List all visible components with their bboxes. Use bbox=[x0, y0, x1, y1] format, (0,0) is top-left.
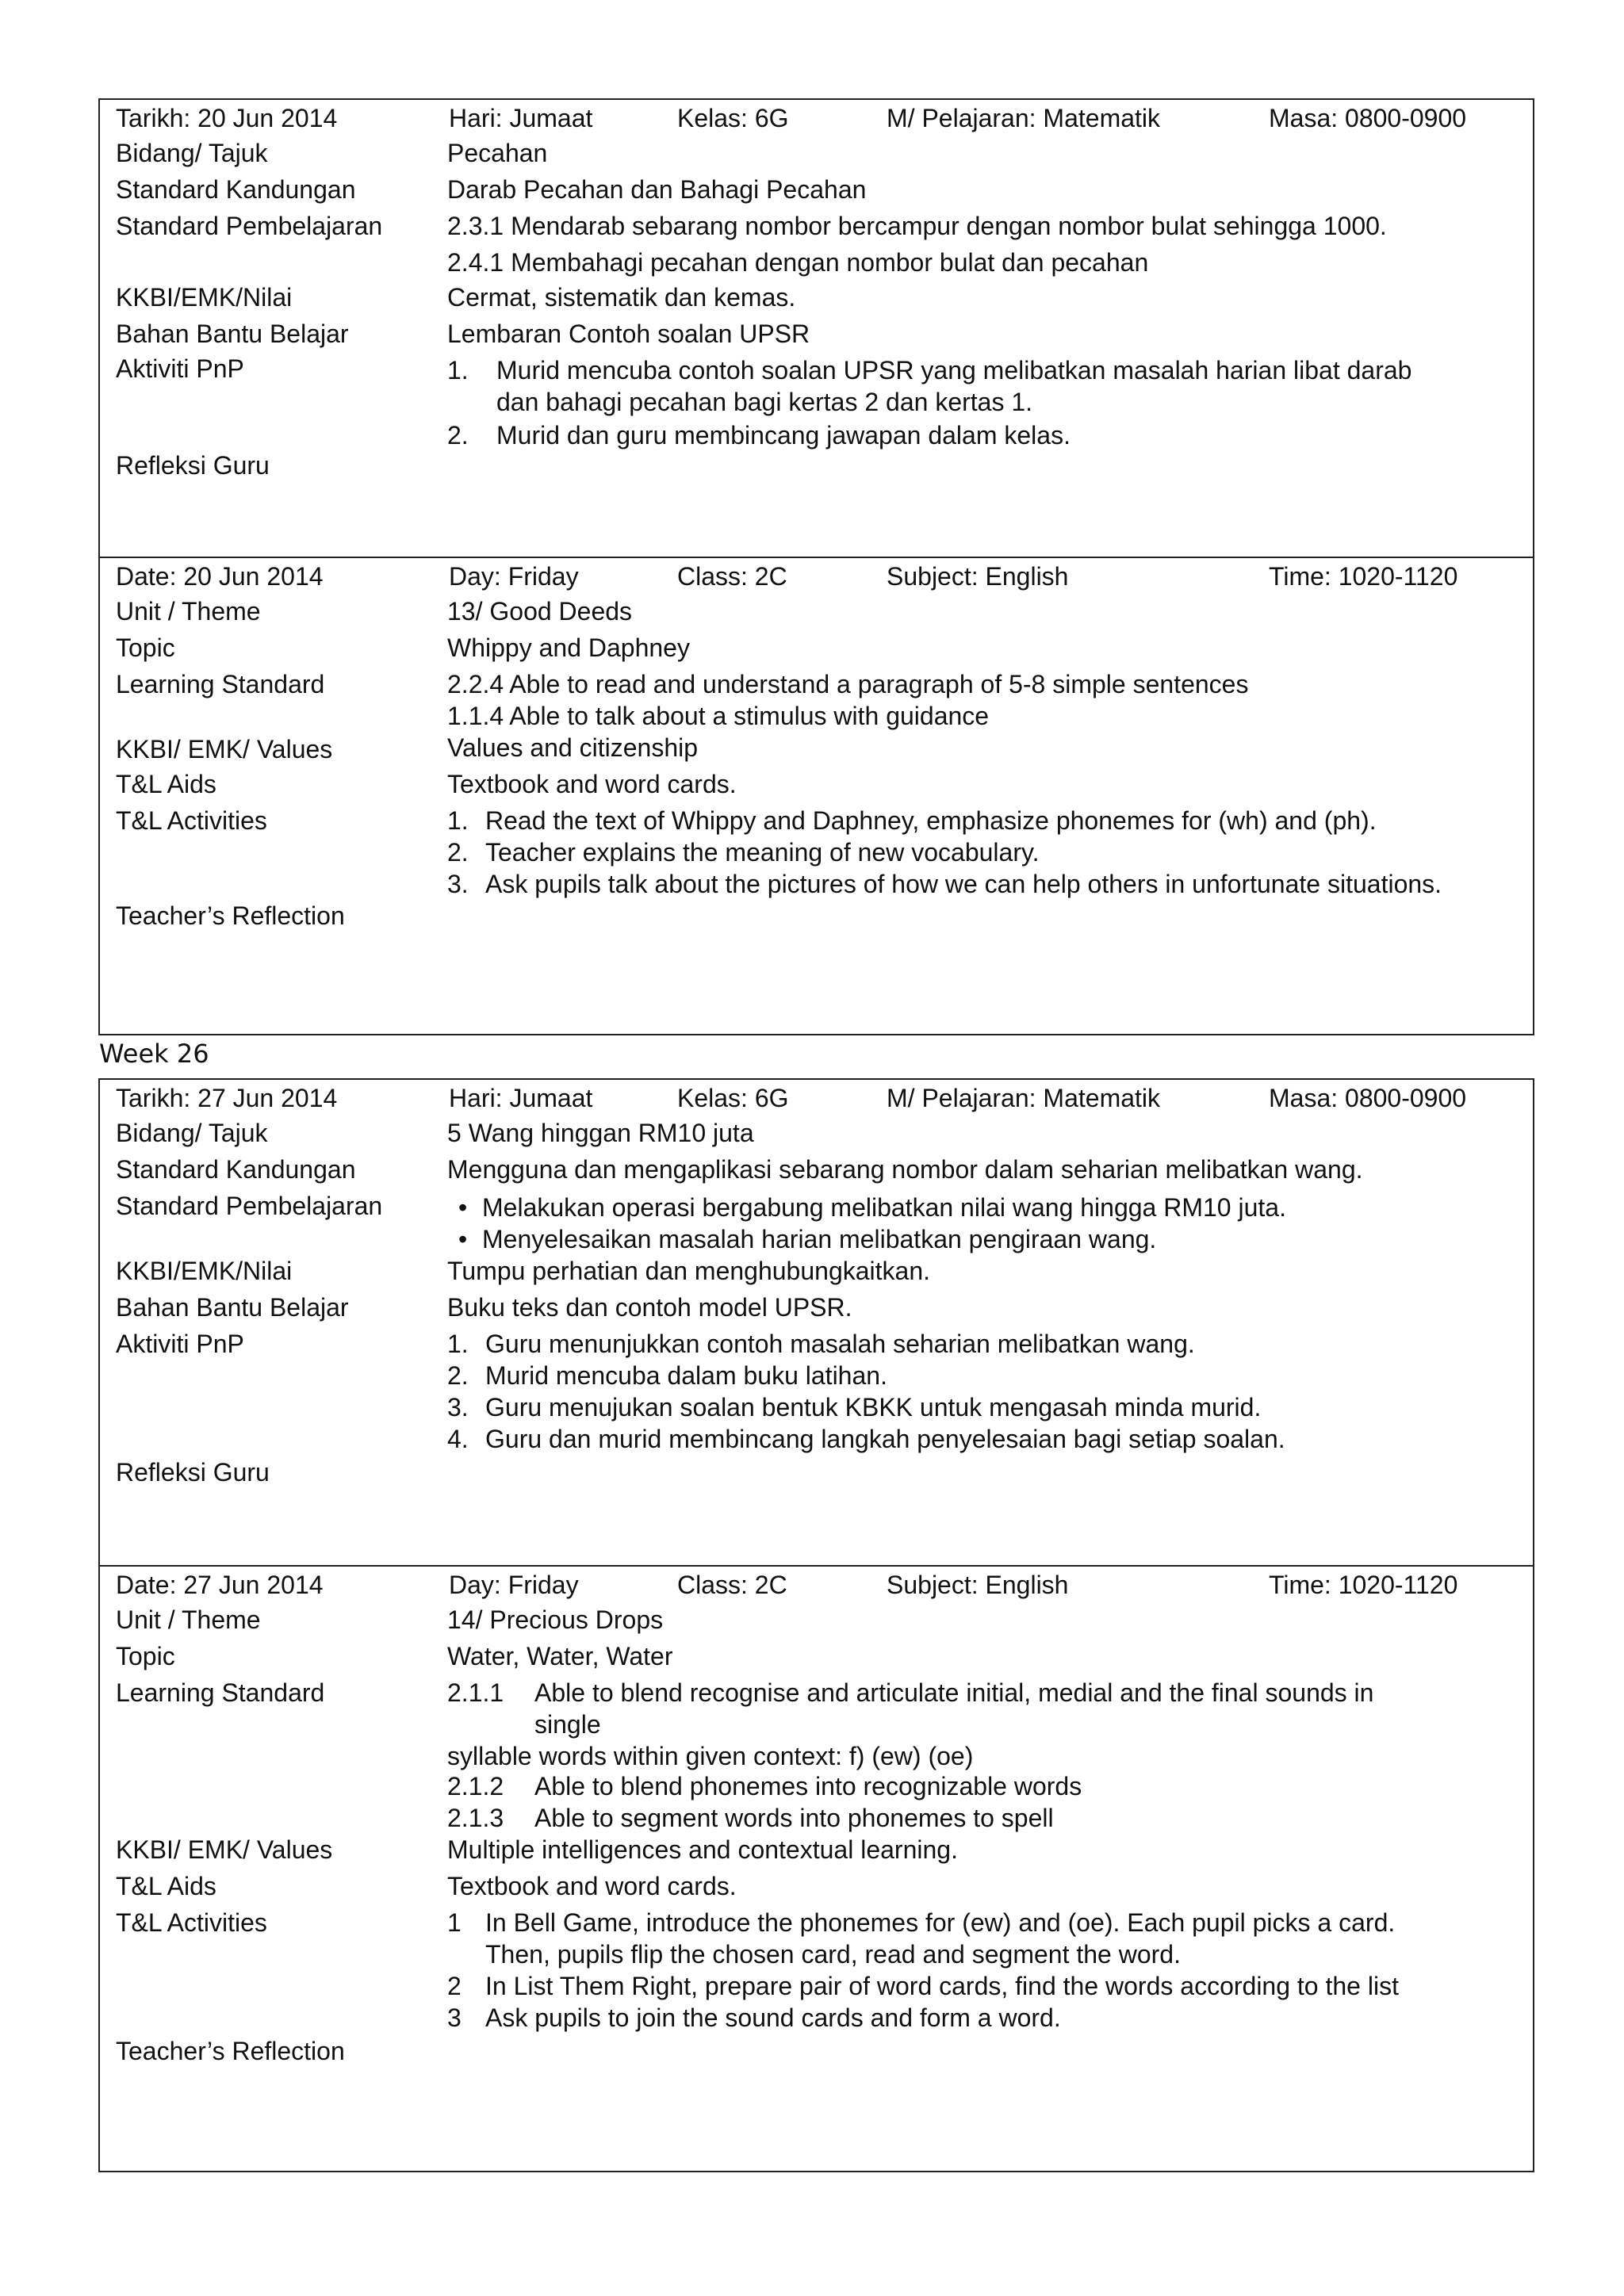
row-value: Cermat, sistematik dan kemas. bbox=[447, 283, 796, 312]
activity-number: 2 bbox=[447, 1972, 462, 2000]
lesson-box-english-27jun bbox=[98, 1565, 1534, 2172]
reflection-label: Teacher’s Reflection bbox=[116, 2037, 345, 2065]
bullet-text: Menyelesaikan masalah harian melibatkan pengiraan wang. bbox=[482, 1225, 1157, 1253]
header-time: Masa: 0800-0900 bbox=[1269, 1084, 1467, 1112]
row-label: KKBI/EMK/Nilai bbox=[116, 1257, 293, 1285]
lesson-box-math-27jun bbox=[98, 1078, 1534, 1567]
lesson-header bbox=[100, 103, 1533, 135]
row-label: Standard Kandungan bbox=[116, 1155, 356, 1184]
activity-text: Murid mencuba contoh soalan UPSR yang melibatkan masalah harian libat darab bbox=[496, 356, 1412, 385]
row-value: 13/ Good Deeds bbox=[447, 597, 633, 626]
row-label: Aktiviti PnP bbox=[116, 1330, 244, 1358]
header-date: Date: 20 Jun 2014 bbox=[116, 562, 324, 591]
activity-number: 3. bbox=[447, 870, 469, 898]
row-value: Water, Water, Water bbox=[447, 1642, 673, 1670]
row-label: Standard Kandungan bbox=[116, 175, 356, 204]
header-date: Tarikh: 27 Jun 2014 bbox=[116, 1084, 338, 1112]
reflection-label: Refleksi Guru bbox=[116, 451, 270, 480]
row-label: Unit / Theme bbox=[116, 597, 261, 626]
activity-text: Teacher explains the meaning of new vocabulary. bbox=[485, 838, 1040, 867]
row-value: Whippy and Daphney bbox=[447, 633, 690, 662]
activity-text: In List Them Right, prepare pair of word cards, find the words according to the list bbox=[485, 1972, 1399, 2000]
row-label: KKBI/EMK/Nilai bbox=[116, 283, 293, 312]
lesson-box-english-20jun bbox=[98, 557, 1534, 1035]
row-value: 2.3.1 Mendarab sebarang nombor bercampur dengan nombor bulat sehingga 1000. bbox=[447, 212, 1387, 240]
bullet-text: Melakukan operasi bergabung melibatkan nilai wang hingga RM10 juta. bbox=[482, 1193, 1286, 1222]
activity-number: 2. bbox=[447, 838, 469, 867]
header-time: Masa: 0800-0900 bbox=[1269, 104, 1467, 132]
row-label: KKBI/ EMK/ Values bbox=[116, 1835, 333, 1864]
row-value: Values and citizenship bbox=[447, 733, 699, 762]
header-subject: M/ Pelajaran: Matematik bbox=[887, 104, 1161, 132]
activity-text: dan bahagi pecahan bagi kertas 2 dan kertas 1. bbox=[496, 388, 1033, 416]
header-date: Date: 27 Jun 2014 bbox=[116, 1571, 324, 1599]
row-label: Standard Pembelajaran bbox=[116, 212, 383, 240]
activity-number: 2. bbox=[447, 421, 469, 450]
row-value: Multiple intelligences and contextual learning. bbox=[447, 1835, 958, 1864]
header-subject: Subject: English bbox=[887, 562, 1069, 591]
lesson-header bbox=[100, 1570, 1533, 1601]
activity-number: 4. bbox=[447, 1425, 469, 1453]
standard-code: 2.1.1 bbox=[447, 1678, 504, 1707]
row-value: 2.2.4 Able to read and understand a paragraph of 5-8 simple sentences bbox=[447, 670, 1249, 698]
row-value: Textbook and word cards. bbox=[447, 770, 737, 798]
header-day: Day: Friday bbox=[449, 1571, 579, 1599]
row-value: 5 Wang hinggan RM10 juta bbox=[447, 1119, 754, 1147]
lesson-header bbox=[100, 561, 1533, 593]
reflection-label: Teacher’s Reflection bbox=[116, 901, 345, 930]
activity-number: 1 bbox=[447, 1908, 462, 1937]
header-time: Time: 1020-1120 bbox=[1269, 1571, 1458, 1599]
header-date: Tarikh: 20 Jun 2014 bbox=[116, 104, 338, 132]
standard-text: syllable words within given context: f) (ew) (oe) bbox=[447, 1742, 974, 1770]
row-label: Bahan Bantu Belajar bbox=[116, 1293, 349, 1322]
activity-text: Guru dan murid membincang langkah penyelesaian bagi setiap soalan. bbox=[485, 1425, 1285, 1453]
standard-text: single bbox=[534, 1710, 601, 1739]
activity-text: Guru menujukan soalan bentuk KBKK untuk mengasah minda murid. bbox=[485, 1393, 1262, 1422]
row-label: Learning Standard bbox=[116, 670, 325, 698]
row-label: Topic bbox=[116, 1642, 175, 1670]
row-label: T&L Activities bbox=[116, 1908, 267, 1937]
row-value: Lembaran Contoh soalan UPSR bbox=[447, 320, 810, 348]
activity-number: 2. bbox=[447, 1361, 469, 1390]
row-label: Standard Pembelajaran bbox=[116, 1192, 383, 1220]
row-label: Unit / Theme bbox=[116, 1605, 261, 1634]
lesson-box-math-20jun bbox=[98, 98, 1534, 558]
bullet-icon: • bbox=[458, 1225, 468, 1253]
row-value: Tumpu perhatian dan menghubungkaitkan. bbox=[447, 1257, 931, 1285]
header-day: Day: Friday bbox=[449, 562, 579, 591]
header-class: Class: 2C bbox=[677, 562, 787, 591]
activity-text: Then, pupils flip the chosen card, read and segment the word. bbox=[485, 1940, 1181, 1969]
standard-code: 2.1.2 bbox=[447, 1772, 504, 1800]
header-class: Class: 2C bbox=[677, 1571, 787, 1599]
activity-text: Guru menunjukkan contoh masalah seharian melibatkan wang. bbox=[485, 1330, 1195, 1358]
activity-number: 1. bbox=[447, 1330, 469, 1358]
activity-text: Murid mencuba dalam buku latihan. bbox=[485, 1361, 887, 1390]
row-value: Mengguna dan mengaplikasi sebarang nombor dalam seharian melibatkan wang. bbox=[447, 1155, 1363, 1184]
activity-number: 3 bbox=[447, 2003, 462, 2032]
header-class: Kelas: 6G bbox=[677, 104, 789, 132]
standard-text: Able to segment words into phonemes to spell bbox=[534, 1804, 1054, 1832]
row-value: Buku teks dan contoh model UPSR. bbox=[447, 1293, 852, 1322]
row-value: Darab Pecahan dan Bahagi Pecahan bbox=[447, 175, 867, 204]
row-label: KKBI/ EMK/ Values bbox=[116, 735, 333, 763]
standard-text: Able to blend phonemes into recognizable words bbox=[534, 1772, 1082, 1800]
activity-text: Ask pupils to join the sound cards and form a word. bbox=[485, 2003, 1061, 2032]
bullet-icon: • bbox=[458, 1193, 468, 1222]
activity-number: 1. bbox=[447, 356, 469, 385]
activity-text: Ask pupils talk about the pictures of how we can help others in unfortunate situations. bbox=[485, 870, 1442, 898]
header-day: Hari: Jumaat bbox=[449, 1084, 593, 1112]
week-label: Week 26 bbox=[99, 1039, 209, 1069]
header-subject: M/ Pelajaran: Matematik bbox=[887, 1084, 1161, 1112]
activity-number: 1. bbox=[447, 806, 469, 835]
row-label: T&L Aids bbox=[116, 1872, 216, 1900]
activity-text: Murid dan guru membincang jawapan dalam kelas. bbox=[496, 421, 1071, 450]
reflection-label: Refleksi Guru bbox=[116, 1458, 270, 1487]
header-day: Hari: Jumaat bbox=[449, 104, 593, 132]
row-label: Bidang/ Tajuk bbox=[116, 1119, 268, 1147]
activity-text: Read the text of Whippy and Daphney, emphasize phonemes for (wh) and (ph). bbox=[485, 806, 1377, 835]
standard-text: Able to blend recognise and articulate initial, medial and the final sounds in bbox=[534, 1678, 1374, 1707]
lesson-header bbox=[100, 1083, 1533, 1115]
header-subject: Subject: English bbox=[887, 1571, 1069, 1599]
row-label: T&L Activities bbox=[116, 806, 267, 835]
row-value-2: 2.4.1 Membahagi pecahan dengan nombor bulat dan pecahan bbox=[447, 248, 1149, 277]
header-class: Kelas: 6G bbox=[677, 1084, 789, 1112]
row-label: Learning Standard bbox=[116, 1678, 325, 1707]
row-label: Topic bbox=[116, 633, 175, 662]
row-label: T&L Aids bbox=[116, 770, 216, 798]
standard-code: 2.1.3 bbox=[447, 1804, 504, 1832]
row-value: Pecahan bbox=[447, 139, 548, 167]
row-label: Bidang/ Tajuk bbox=[116, 139, 268, 167]
row-label: Bahan Bantu Belajar bbox=[116, 320, 349, 348]
row-value-2: 1.1.4 Able to talk about a stimulus with guidance bbox=[447, 702, 990, 730]
activity-text: In Bell Game, introduce the phonemes for (ew) and (oe). Each pupil picks a card. bbox=[485, 1908, 1396, 1937]
row-value: Textbook and word cards. bbox=[447, 1872, 737, 1900]
header-time: Time: 1020-1120 bbox=[1269, 562, 1458, 591]
row-value: 14/ Precious Drops bbox=[447, 1605, 664, 1634]
activity-number: 3. bbox=[447, 1393, 469, 1422]
row-label: Aktiviti PnP bbox=[116, 354, 244, 383]
